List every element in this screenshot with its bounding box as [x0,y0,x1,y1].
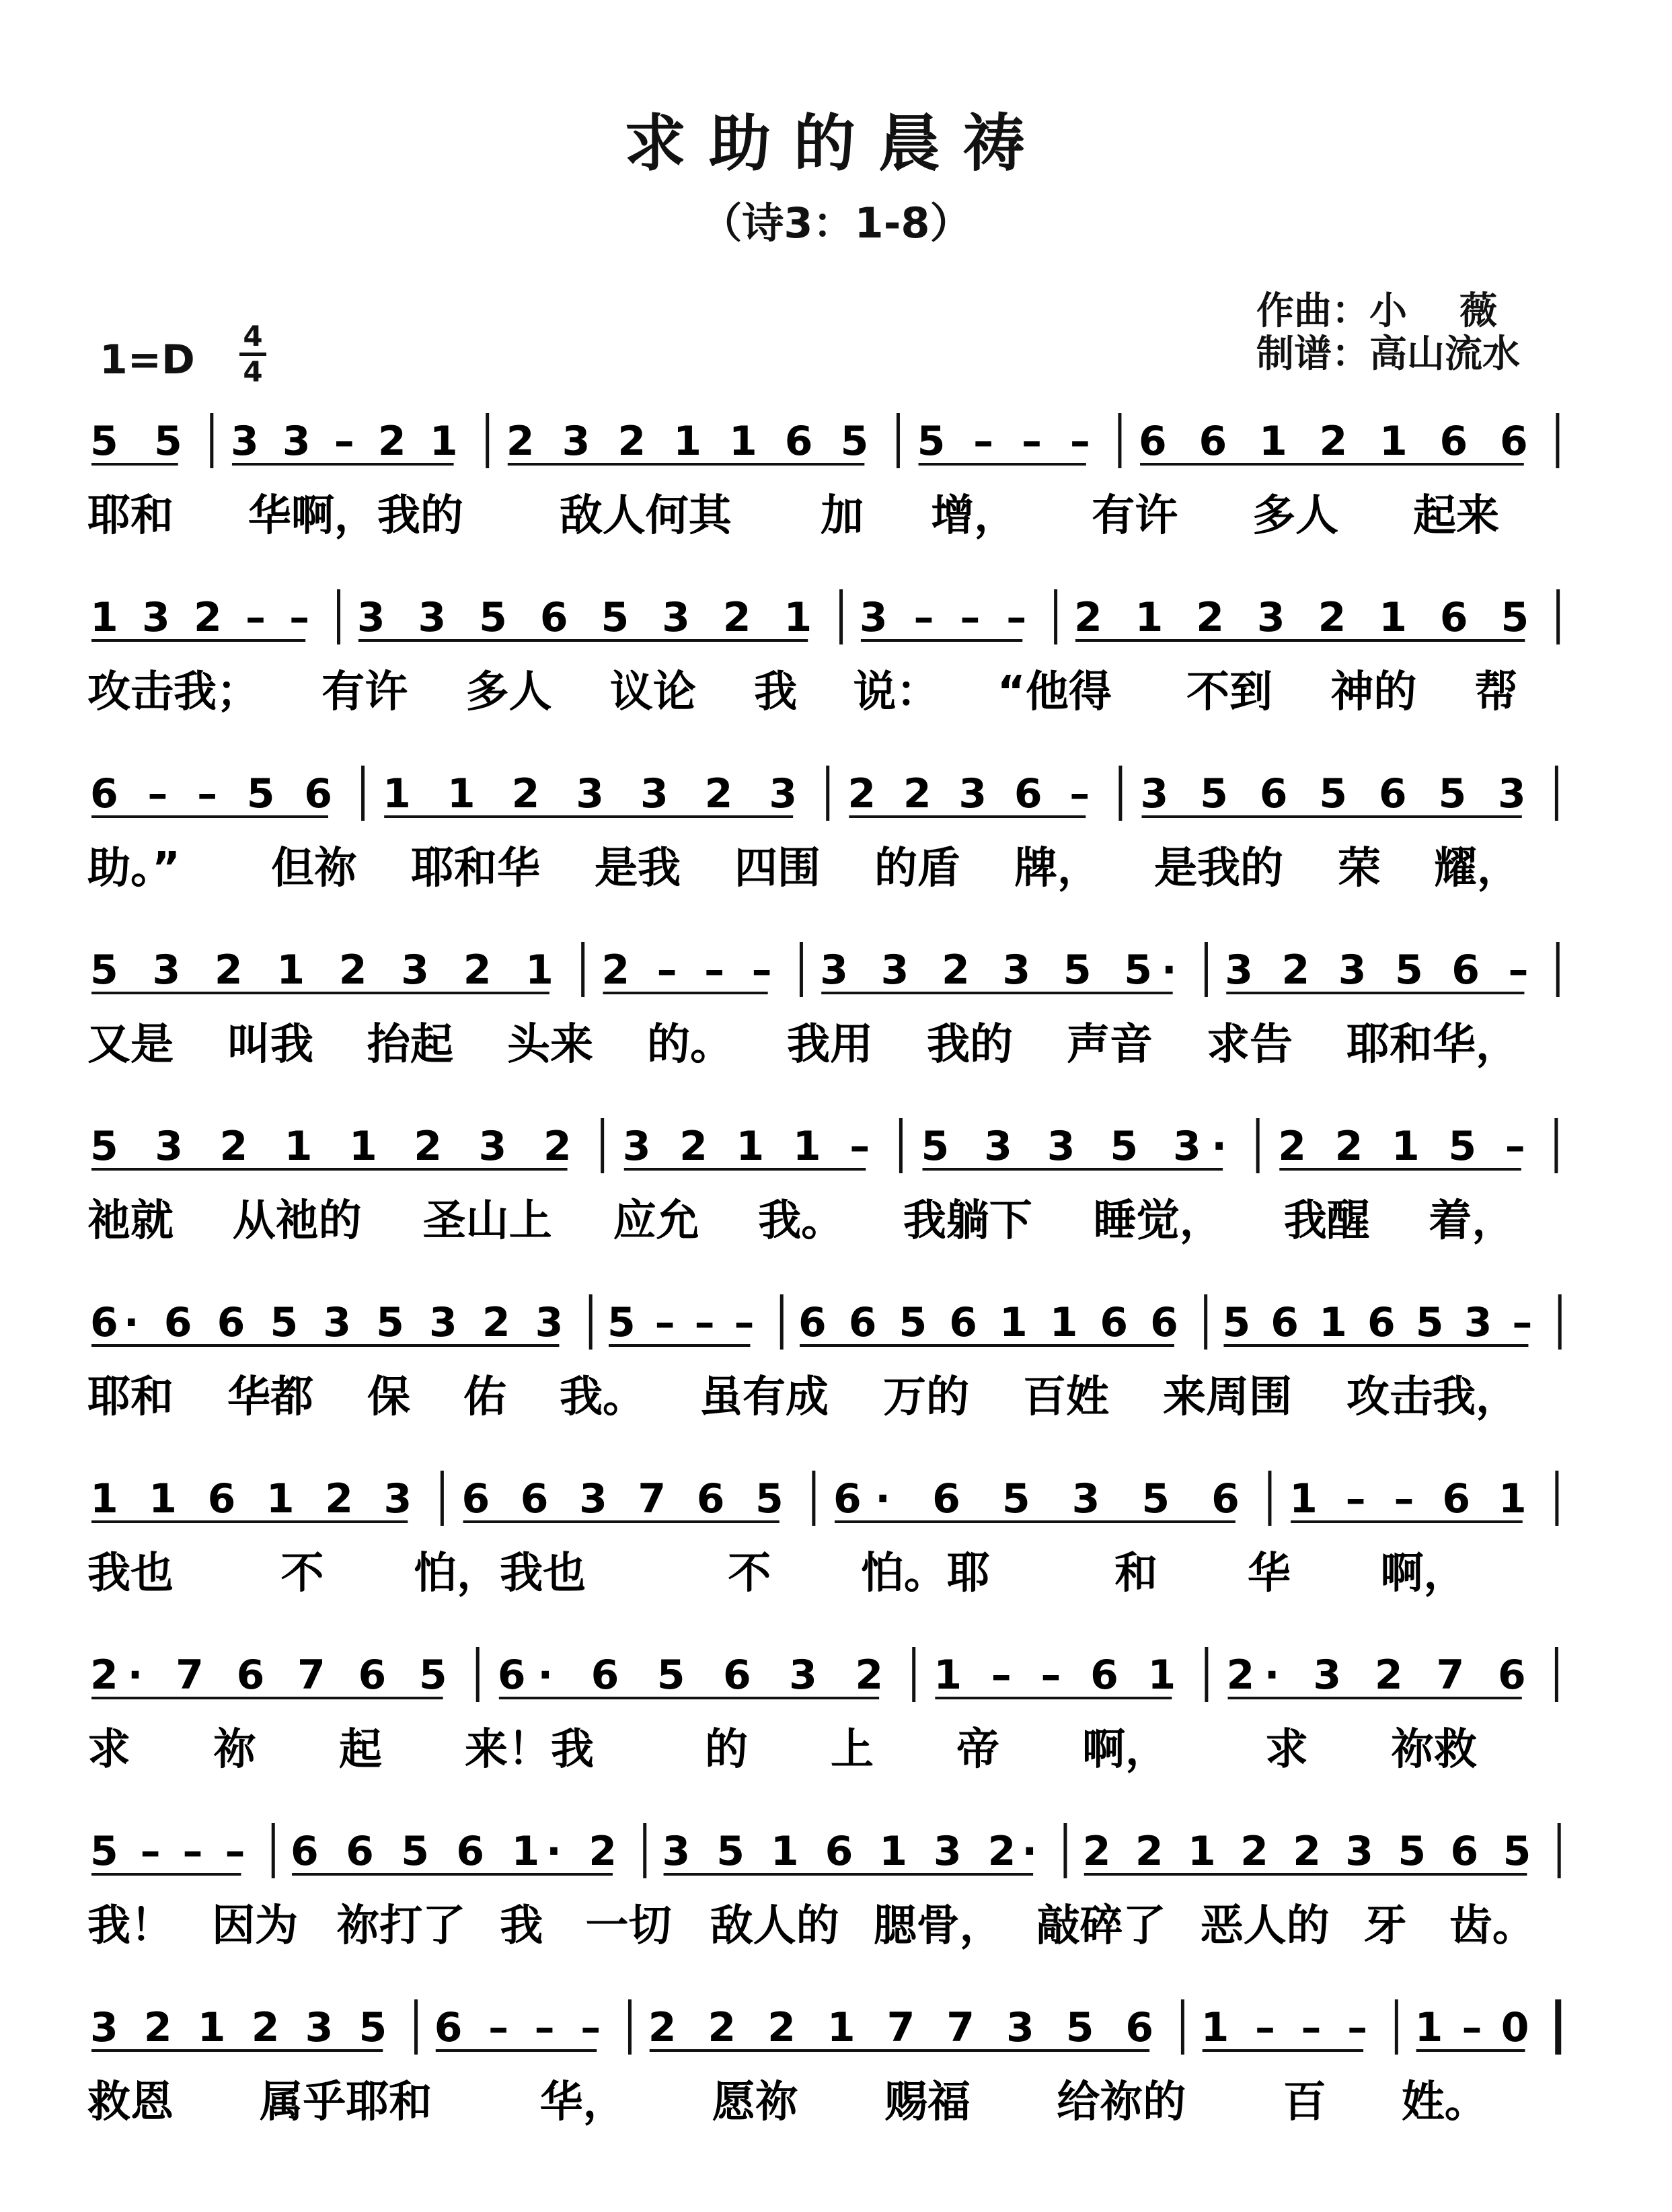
measure-notes: 2 3 2 1 1 6 5 [506,418,869,465]
measure-notes: 1 3 2 – – [90,594,310,641]
system-8 [87,1647,1556,1775]
lyric-word: 求 [1265,1725,1308,1775]
measure-notes: 6 6 3 7 6 5 [461,1475,784,1522]
lyric-word: 叫我 [227,1020,313,1070]
lyric-word: 是我 [595,844,681,893]
lyric-word: 四围 [734,844,821,893]
lyric-word: 恶人的 [1200,1901,1330,1951]
measure-notes: 2 2 1 5 – [1278,1123,1525,1170]
lyric-word: 牙 [1363,1901,1407,1951]
lyric-word: 百姓 [1023,1372,1109,1422]
lyric-word: 耀， [1434,844,1520,893]
measure-notes: 3 3 2 3 5 5· [820,947,1177,994]
measure-notes: 5 5 [90,418,182,465]
lyric-word: 属乎耶和 [260,2077,432,2127]
key-signature: 1=D [100,336,195,383]
lyric-word: 我！ [87,1901,174,1951]
lyric-word: 祢打了 [336,1901,466,1951]
lyric-word: 不 [728,1549,771,1598]
system-5 [87,1118,1556,1246]
measure-notes: 2· 7 6 7 6 5 [90,1652,447,1699]
measure-notes: 2 2 3 6 – [847,770,1090,817]
lyric-word: 佑 [463,1372,506,1422]
scripture-reference: （诗3：1-8） [700,198,972,248]
time-signature-bottom: 4 [243,355,263,388]
system-9 [87,1823,1559,1951]
lyric-word: 保 [367,1372,410,1422]
measure-notes: 3 2 1 1 – [622,1123,870,1170]
arranger-credit: 制谱：高山流水 [1256,332,1520,376]
measure-notes: 1 1 6 1 2 3 [90,1475,412,1522]
measure-notes: 1 1 2 3 3 2 3 [383,770,798,817]
measure-notes: 1 – – 6 1 [1289,1475,1527,1522]
lyric-word: 我用 [787,1020,873,1070]
lyric-word: “他得 [997,667,1112,717]
lyric-word: 敌人的 [710,1901,839,1951]
lyric-word: 声音 [1067,1020,1153,1070]
lyric-word: 圣山上 [422,1196,552,1246]
lyric-word: 我 [500,1901,543,1951]
measure-notes: 6 6 5 6 1 1 6 6 [798,1299,1178,1346]
measure-notes: 3 2 1 2 3 5 [90,2004,387,2051]
lyric-word: 起来 [1413,491,1500,541]
lyric-word: 助。” [87,844,181,893]
measure-notes: 5 – – – [607,1299,755,1346]
lyric-word: 祢 [213,1725,256,1775]
lyric-word: 帝 [956,1725,999,1775]
measure-notes: 2 1 2 3 2 1 6 5 [1073,594,1529,641]
lyric-word: 华， [539,2077,626,2127]
measure-notes: 2 2 1 2 2 3 5 6 5 [1082,1828,1531,1875]
lyric-word: 来！我 [465,1725,594,1775]
measure-notes: 1 – 0 [1414,2004,1529,2051]
measure-notes: 6· 6 5 3 5 6 [833,1475,1240,1522]
lyric-word: 赐福 [884,2077,971,2127]
measure-notes: 3 3 – 2 1 [230,418,458,465]
lyric-word: 有许 [1092,491,1178,541]
lyric-word: 愿祢 [712,2077,798,2127]
lyric-word: 我躺下 [903,1196,1032,1246]
measure-notes: 2· 3 2 7 6 [1226,1652,1526,1699]
system-10 [87,1999,1558,2127]
lyric-word: 一切 [585,1901,672,1951]
measure-notes: 2 2 2 1 7 7 3 5 6 [648,2004,1154,2051]
measure-notes: 6 – – – [434,2004,601,2051]
lyric-word: 的盾 [874,844,960,893]
lyric-word: 祂就 [87,1196,174,1246]
measure-notes: 2 – – – [601,947,772,994]
measure-notes: 6· 6 6 5 3 5 3 2 3 [90,1299,564,1346]
lyric-word: 万的 [883,1372,969,1422]
lyric-word: 和 [1114,1549,1158,1598]
lyric-word: 耶和 [87,491,174,541]
lyric-word: 华啊，我的 [248,491,463,541]
lyric-word: 华都 [227,1372,313,1422]
lyric-word: 上 [831,1725,874,1775]
lyric-word: 给祢的 [1057,2077,1186,2127]
lyric-word: 攻击我， [1346,1372,1519,1422]
measure-notes: 5 – – – [90,1828,245,1875]
song-title: 求助的晨祷 [623,108,1048,180]
lyric-word: 我醒 [1283,1196,1370,1246]
measure-notes: 6· 6 5 6 3 2 [497,1652,884,1699]
measure-notes: 6 6 1 2 1 6 6 [1139,418,1528,465]
measure-notes: 3 – – – [859,594,1027,641]
lyric-word: 从祂的 [232,1196,362,1246]
lyric-word: 救恩 [87,2077,174,2127]
lyric-word: 虽有成 [699,1372,829,1422]
measure-notes: 5 3 2 1 1 2 3 2 [90,1123,572,1170]
lyric-word: 姓。 [1401,2077,1488,2127]
lyric-word: 百 [1283,2077,1326,2127]
measure-notes: 5 6 1 6 5 3 – [1222,1299,1533,1346]
lyric-word: 神的 [1330,667,1417,717]
lyric-word: 腮骨， [873,1901,1003,1951]
lyric-word: 我也 [87,1549,174,1598]
lyric-word: 敌人何其 [559,491,732,541]
lyric-word: 华 [1247,1549,1291,1598]
lyric-word: 又是 [87,1020,174,1070]
lyric-word: 议论 [609,667,696,717]
measure-notes: 3 3 5 6 5 3 2 1 [356,594,812,641]
lyric-word: 多人 [1252,491,1339,541]
system-7 [87,1471,1557,1598]
lyric-word: 求 [87,1725,130,1775]
lyric-word: 攻击我； [87,667,260,717]
measure-notes: 5 3 3 5 3· [921,1123,1227,1170]
lyric-word: 但祢 [271,844,357,893]
lyric-word: 睡觉， [1093,1196,1223,1246]
lyric-word: 啊， [1380,1549,1467,1598]
lyric-word: 齿。 [1449,1901,1535,1951]
measure-notes: 3 5 1 6 1 3 2· [662,1828,1038,1875]
lyric-word: 起 [339,1725,382,1775]
lyric-word: 我的 [927,1020,1013,1070]
time-signature-top: 4 [243,320,263,353]
lyric-word: 祢救 [1391,1725,1477,1775]
lyric-word: 我。 [758,1196,845,1246]
lyric-word: 我 [754,667,798,717]
measure-notes: 1 – – – [1201,2004,1368,2051]
lyric-word: 头来 [507,1020,593,1070]
lyric-word: 耶和华 [411,844,540,893]
lyric-word: 怕。耶 [860,1549,990,1598]
measure-notes: 5 3 2 1 2 3 2 1 [90,947,554,994]
lyric-word: 的 [705,1725,748,1775]
lyric-word: 不 [280,1549,324,1598]
measure-notes: 5 – – – [917,418,1090,465]
lyric-word: 来周围 [1163,1372,1292,1422]
lyric-word: 应允 [613,1196,699,1246]
measure-notes: 6 6 5 6 1· 2 [291,1828,617,1875]
lyric-word: 因为 [212,1901,299,1951]
lyric-word: 耶和 [87,1372,174,1422]
lyric-word: 求告 [1207,1020,1293,1070]
measure-notes: 1 – – 6 1 [934,1652,1176,1699]
lyric-word: 说： [853,667,940,717]
lyric-word: 啊， [1082,1725,1168,1775]
lyric-word: 荣 [1338,844,1381,893]
system-3 [87,766,1556,893]
system-4 [87,942,1558,1070]
lyric-word: 我。 [560,1372,646,1422]
system-2 [87,589,1558,717]
measure-notes: 6 – – 5 6 [90,770,332,817]
lyric-word: 有许 [321,667,408,717]
system-1 [87,413,1558,541]
lyric-word: 加 [821,491,864,541]
lyric-word: 的。 [647,1020,733,1070]
lyric-word: 耶和华， [1346,1020,1519,1070]
lyric-word: 帮 [1474,667,1518,717]
lyric-word: 怕，我也 [414,1549,586,1598]
measure-notes: 3 2 3 5 6 – [1225,947,1529,994]
lyric-word: 着， [1429,1196,1515,1246]
lyric-word: 不到 [1186,667,1273,717]
composer-credit: 作曲：小 薇 [1256,289,1497,333]
lyric-word: 敲碎了 [1036,1901,1166,1951]
lyric-word: 牌， [1014,844,1100,893]
lyric-word: 是我的 [1154,844,1283,893]
system-6 [87,1294,1560,1422]
measure-notes: 3 5 6 5 6 5 3 [1140,770,1526,817]
lyric-word: 抬起 [367,1020,453,1070]
lyric-word: 增， [931,491,1018,541]
lyric-word: 多人 [465,667,552,717]
